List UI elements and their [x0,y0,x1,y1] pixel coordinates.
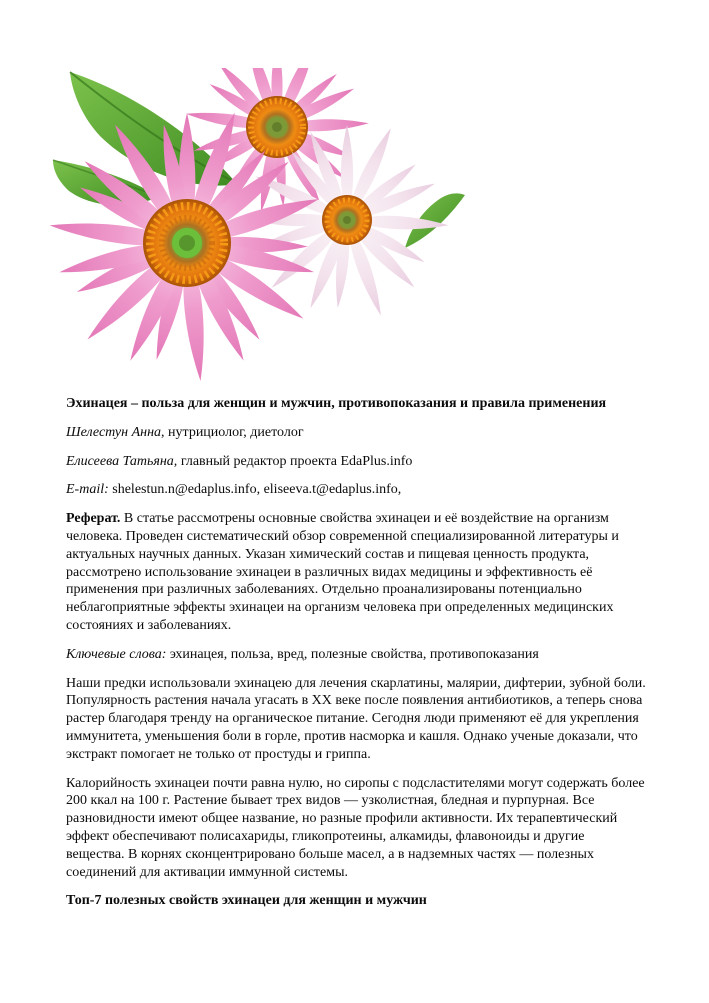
email-line [66,481,646,499]
author-line [66,424,646,442]
article-body [66,395,646,921]
keywords-label: Ключевые слова: [66,646,167,662]
email-label: E-mail: [66,482,109,498]
abstract-text: В статье рассмотрены основные свойства эхинацеи и её воздействие на организм человека. Проведен систематический обзор современной специализированной литературы и актуальных научных данных. Указан химический состав и пищевая ценность продукта, рассмотрено использование эхинацеи в различных видах медицины и эффективность её применения при различных заболеваниях. Отдельно проанализированы потенциально неблагоприятные эффекты эхинацеи на организм человека при определенных медицинских состояниях и заболеваниях. [66,511,619,633]
keywords-text: эхинацея, польза, вред, полезные свойства, противопоказания [166,646,539,662]
abstract-label: Реферат. [66,511,121,527]
author-name: Елисеева Татьяна, [66,453,178,469]
body-paragraph: Наши предки использовали эхинацею для лечения скарлатины, малярии, дифтерии, зубной боли. Популярность растения начала угасать в XX веке после появления антибиотиков, а теперь снова растер благодаря тренду на органическое питание. Сегодня люди применяют её для укрепления иммунитета, уменьшения боли в горле, против насморка и кашля. Однако ученые доказали, что экстракт помогает не только от простуды и гриппа. [66,675,646,762]
section-heading: Топ-7 полезных свойств эхинацеи для женщин и мужчин [66,893,427,909]
author-line [66,453,646,471]
keywords-line [66,646,646,664]
author-role: , нутрициолог, диетолог [161,424,304,440]
author-name: Шелестун Анна [66,424,162,440]
body-paragraph: Калорийность эхинацеи почти равна нулю, но сиропы с подсластителями могут содержать более 200 ккал на 100 г. Растение бывает трех видов — узколистная, бледная и пурпурная. Все разновидности имеют общее название, но разные профили активности. Их терапевтический эффект обеспечивают полисахариды, гликопротеины, алкамиды, флавоноиды и другие вещества. В корнях сконцентрировано больше масел, а в надземных частях — полезных соединений для активации иммунной системы. [66,775,645,880]
echinacea-photo [45,68,480,390]
abstract-paragraph [66,510,646,635]
author-role: главный редактор проекта EdaPlus.info [177,453,413,469]
email-addresses: shelestun.n@edaplus.info, eliseeva.t@edaplus.info, [108,482,402,498]
article-title: Эхинацея – польза для женщин и мужчин, противопоказания и правила применения [66,396,607,411]
